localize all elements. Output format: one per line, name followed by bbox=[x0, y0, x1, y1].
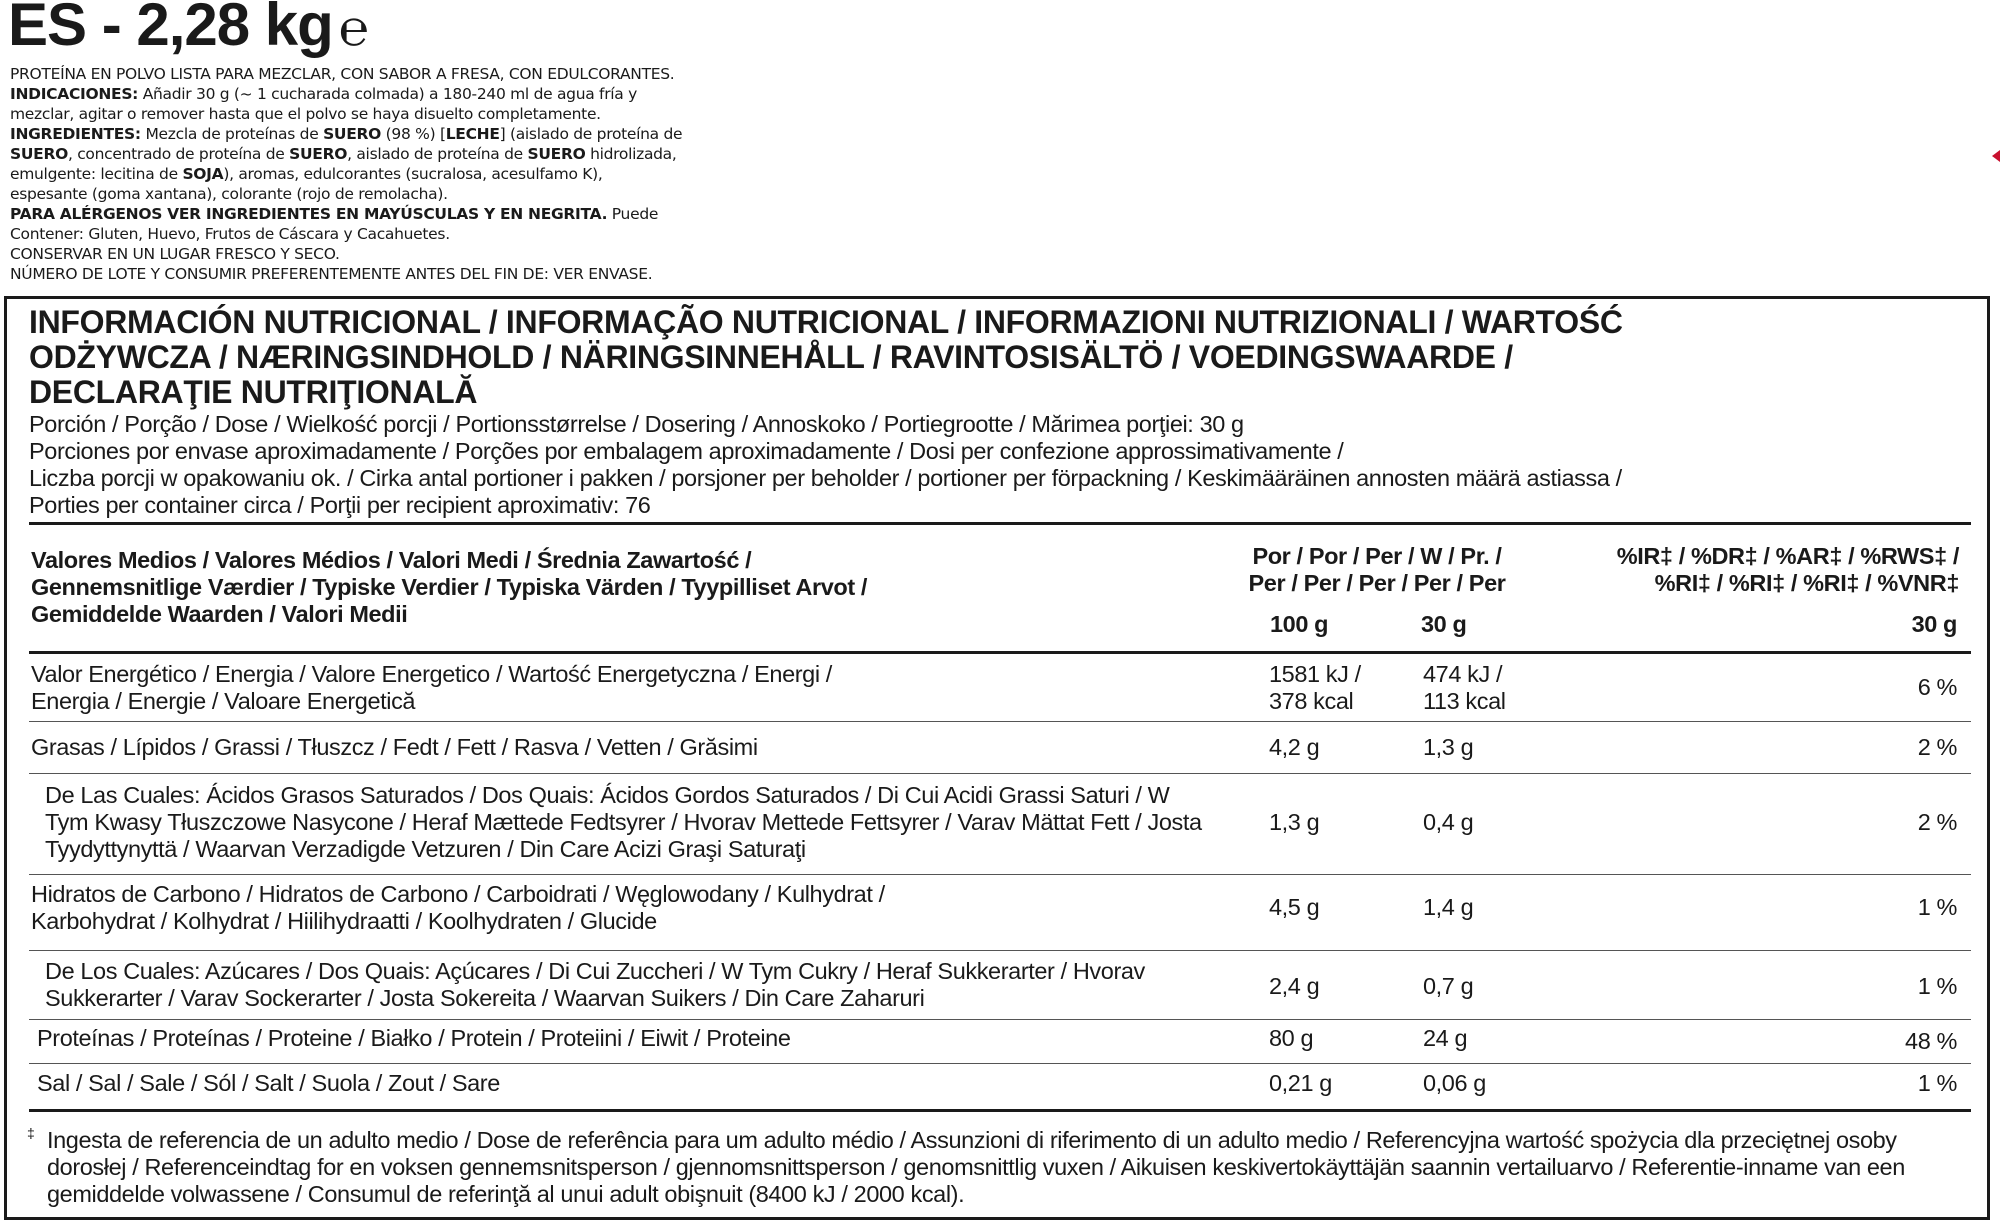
column-header-30g: 30 g bbox=[1421, 611, 1467, 637]
serving-info: Porción / Porção / Dose / Wielkość porcji / Portionsstørrelse / Dosering / Annoskoko / Portiegrootte / Mărimea porţiei: 30 g Porciones por envase aproximadamente / Porções por embalagem aproximadamente / Dosi per confezione approssimativamente / Liczba porcji w opakowaniu ok. / Cirka antal portioner i pakken / porsjoner per beholder / portioner per förpackning / Keskimääräinen annosten määrä astiassa / Porties per container circa / Porţii per recipient aproximativ: 76 bbox=[29, 411, 1622, 518]
nutrient-name-protein: Proteínas / Proteínas / Proteine / Białko / Protein / Proteiini / Eiwit / Proteine bbox=[37, 1025, 791, 1051]
value-ri-fat: 2 % bbox=[1917, 734, 1957, 760]
indications-line-2: mezclar, agitar o remover hasta que el polvo se haya disuelto completamente. bbox=[10, 105, 601, 123]
nutrient-name-saturates: De Las Cuales: Ácidos Grasos Saturados / Dos Quais: Ácidos Gordos Saturados / Di Cui Acidi Grassi Saturi / W Tym Kwasy Tłuszczowe Nasycone / Heraf Mættede Fedtsyrer / Hvorav Mettede Fettsyrer / Varav Mättat Fett / Josta Tyydyttynyttä / Waarvan Verzadigde Vetzuren / Din Care Acizi Graşi Saturaţi bbox=[45, 782, 1202, 862]
nutrient-name-carbohydrate: Hidratos de Carbono / Hidratos de Carbono / Carboidrati / Węglowodany / Kulhydrat / Karbohydrat / Kolhydrat / Hiilihydraatti / Koolhydraten / Glucide bbox=[31, 881, 885, 934]
nutrition-panel bbox=[4, 296, 1990, 1220]
value-30g-salt: 0,06 g bbox=[1423, 1070, 1486, 1096]
divider bbox=[29, 773, 1971, 774]
divider bbox=[29, 950, 1971, 951]
product-description: PROTEÍNA EN POLVO LISTA PARA MEZCLAR, CON SABOR A FRESA, CON EDULCORANTES. bbox=[10, 65, 675, 83]
nutrient-name-sugars: De Los Cuales: Azúcares / Dos Quais: Açúcares / Di Cui Zuccheri / W Tym Cukry / Heraf Sukkerarter / Hvorav Sukkerarter / Varav Sockerarter / Josta Sokereita / Waarvan Suikers / Din Care Zaharuri bbox=[45, 958, 1145, 1011]
value-100g-energy: 1581 kJ / 378 kcal bbox=[1269, 661, 1361, 714]
edge-marker-icon bbox=[1992, 150, 2000, 162]
storage-line: CONSERVAR EN UN LUGAR FRESCO Y SECO. bbox=[10, 245, 340, 263]
footnote-mark: ‡ bbox=[27, 1125, 35, 1141]
value-100g-fat: 4,2 g bbox=[1269, 734, 1320, 760]
value-30g-fat: 1,3 g bbox=[1423, 734, 1474, 760]
ingredients-line-3: emulgente: lecitina de SOJA), aromas, edulcorantes (sucralosa, acesulfamo K), bbox=[10, 165, 603, 183]
value-ri-sugars: 1 % bbox=[1917, 973, 1957, 999]
nutrition-title: INFORMACIÓN NUTRICIONAL / INFORMAÇÃO NUTRICIONAL / INFORMAZIONI NUTRIZIONALI / WARTOŚĆ ODŻYWCZA / NÆRINGSINDHOLD / NÄRINGSINNEHÅLL / RAVINTOSISÄLTÖ / VOEDINGSWAARDE / DECLARAŢIE NUTRIŢIONALĂ bbox=[29, 304, 1623, 410]
nutrient-name-energy: Valor Energético / Energia / Valore Energetico / Wartość Energetyczna / Energi / Energia / Energie / Valoare Energetică bbox=[31, 661, 832, 714]
column-header-nutrient: Valores Medios / Valores Médios / Valori Medi / Średnia Zawartość / Gennemsnitlige Værdier / Typiske Verdier / Typiska Värden / Tyypilliset Arvot / Gemiddelde Waarden / Valori Medii bbox=[31, 547, 868, 627]
value-ri-saturates: 2 % bbox=[1917, 809, 1957, 835]
value-30g-saturates: 0,4 g bbox=[1423, 809, 1474, 835]
value-30g-protein: 24 g bbox=[1423, 1025, 1468, 1051]
value-100g-sugars: 2,4 g bbox=[1269, 973, 1320, 999]
value-ri-salt: 1 % bbox=[1917, 1070, 1957, 1096]
value-100g-saturates: 1,3 g bbox=[1269, 809, 1320, 835]
nutrient-name-salt: Sal / Sal / Sale / Sól / Salt / Suola / Zout / Sare bbox=[37, 1070, 500, 1096]
value-30g-sugars: 0,7 g bbox=[1423, 973, 1474, 999]
product-title bbox=[8, 0, 368, 58]
product-info-block bbox=[10, 64, 700, 284]
divider bbox=[29, 651, 1971, 654]
divider bbox=[29, 1109, 1971, 1112]
value-ri-carbohydrate: 1 % bbox=[1917, 894, 1957, 920]
divider bbox=[29, 1019, 1971, 1020]
allergen-line-2: Contener: Gluten, Huevo, Frutos de Cáscara y Cacahuetes. bbox=[10, 225, 450, 243]
value-100g-salt: 0,21 g bbox=[1269, 1070, 1332, 1096]
value-ri-protein: 48 % bbox=[1905, 1028, 1957, 1054]
column-header-100g: 100 g bbox=[1270, 611, 1329, 637]
divider bbox=[29, 721, 1971, 722]
value-30g-energy: 474 kJ / 113 kcal bbox=[1423, 661, 1506, 714]
footnote: Ingesta de referencia de un adulto medio / Dose de referência para um adulto médio / Assunzioni di riferimento di un adulto medio / Referencyjna wartość spożycia dla przeciętnej osoby dorosłej / Referenceindtag for en voksen gennemsnitsperson / gjennomsnittsperson / genomsnittlig vuxen / Aikuisen keskivertokäyttäjän saannin vertailuarvo / Referentie-inname van een gemiddelde volwassene / Consumul de referinţă al unui adult obişnuit (8400 kJ / 2000 kcal). bbox=[47, 1127, 1905, 1207]
divider bbox=[29, 1063, 1971, 1064]
divider bbox=[29, 522, 1971, 525]
column-header-ri-30g: 30 g bbox=[1911, 611, 1957, 637]
ingredients-line: INGREDIENTES: Mezcla de proteínas de SUERO (98 %) [LECHE] (aislado de proteína de bbox=[10, 125, 683, 143]
value-30g-carbohydrate: 1,4 g bbox=[1423, 894, 1474, 920]
value-ri-energy: 6 % bbox=[1917, 674, 1957, 700]
value-100g-carbohydrate: 4,5 g bbox=[1269, 894, 1320, 920]
weight-title: ES - 2,28 kg bbox=[8, 0, 333, 58]
ingredients-line-4: espesante (goma xantana), colorante (rojo de remolacha). bbox=[10, 185, 448, 203]
ingredients-line-2: SUERO, concentrado de proteína de SUERO, aislado de proteína de SUERO hidrolizada, bbox=[10, 145, 677, 163]
indications-line: INDICACIONES: Añadir 30 g (~ 1 cucharada colmada) a 180-240 ml de agua fría y bbox=[10, 85, 637, 103]
column-header-ri: %IR‡ / %DR‡ / %AR‡ / %RWS‡ / %RI‡ / %RI‡ / %RI‡ / %VNR‡ bbox=[1616, 543, 1959, 596]
lot-line: NÚMERO DE LOTE Y CONSUMIR PREFERENTEMENTE ANTES DEL FIN DE: VER ENVASE. bbox=[10, 265, 653, 283]
column-header-per: Por / Por / Per / W / Pr. / Per / Per / Per / Per / Per bbox=[1248, 543, 1506, 596]
estimated-sign-icon: ℮ bbox=[338, 0, 368, 57]
product-header bbox=[8, 0, 368, 58]
nutrient-name-fat: Grasas / Lípidos / Grassi / Tłuszcz / Fedt / Fett / Rasva / Vetten / Grăsimi bbox=[31, 734, 758, 760]
allergen-line: PARA ALÉRGENOS VER INGREDIENTES EN MAYÚSCULAS Y EN NEGRITA. Puede bbox=[10, 205, 659, 223]
value-100g-protein: 80 g bbox=[1269, 1025, 1314, 1051]
divider bbox=[29, 874, 1971, 875]
